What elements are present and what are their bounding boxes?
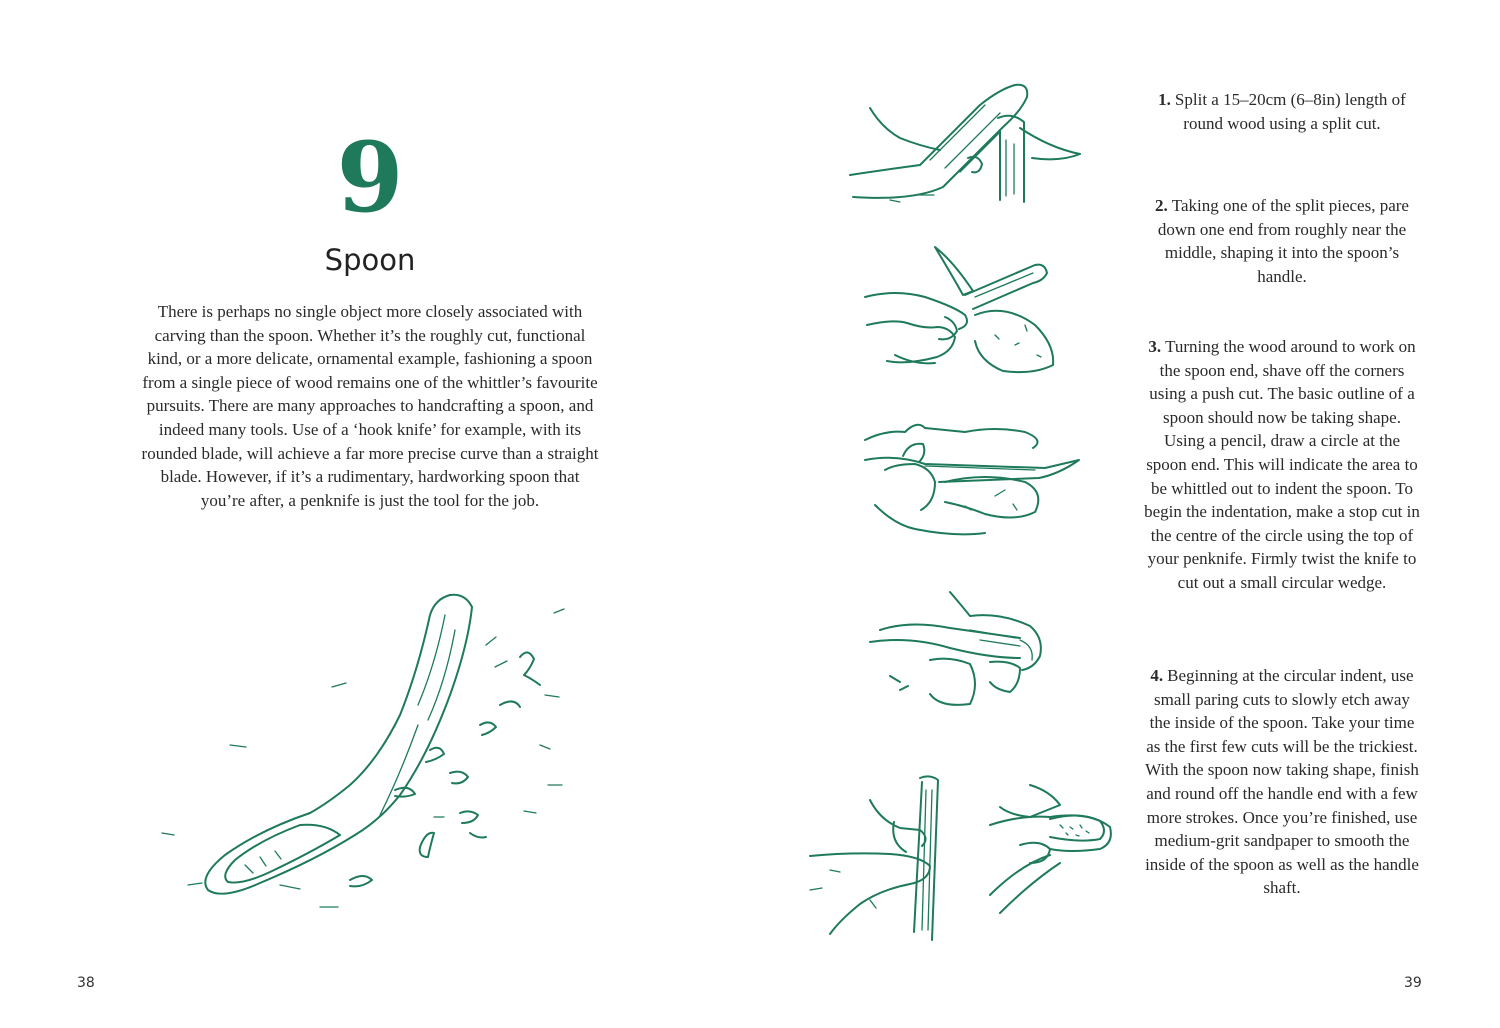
push-cut-illustration — [865, 410, 1090, 545]
step-2 — [1142, 194, 1422, 288]
right-page — [750, 0, 1500, 1028]
step-2-text: Taking one of the split pieces, pare down one end from roughly near the middle, shaping it into the spoon’s handle. — [1157, 196, 1409, 286]
split-cut-illustration — [850, 80, 1090, 210]
step-4-text: Beginning at the circular indent, use small paring cuts to slowly etch away the inside of the spoon. Take your time as the first few cuts will be the trickiest. With the spoon now taking shape, finish and round off the handle end with a few more strokes. Once you’re finished, use medium-grit sandpaper to smooth the inside of the spoon as well as the handle shaft. — [1145, 666, 1419, 898]
sanding-illustration — [990, 785, 1115, 915]
chapter-title: Spoon — [324, 243, 416, 277]
stop-cut-illustration — [870, 590, 1045, 705]
page-number-right: 39 — [1404, 975, 1422, 991]
step-3-text: Turning the wood around to work on the spoon end, shave off the corners using a push cut. The basic outline of a spoon should now be taking shape. Using a pencil, draw a circle at the spoon end. This will indicate the area to be whittled out to indent the spoon. To begin the indentation, make a stop cut in the centre of the circle using the top of your penknife. Firmly twist the knife to cut out a small circular wedge. — [1144, 337, 1420, 592]
step-2-number: 2. — [1155, 196, 1168, 215]
step-1-number: 1. — [1158, 90, 1171, 109]
step-4-number: 4. — [1150, 666, 1164, 685]
intro-paragraph: There is perhaps no single object more closely associated with carving than the spoon. Whether it’s the roughly cut, functional kind, or a more delicate, ornamental example, fashioning a spoon from a single piece of wood remains one of the whittler’s favourite pursuits. There are many approaches to handcrafting a spoon, and indeed many tools. Use of a ‘hook knife’ for example, with its rounded blade, will achieve a far more precise curve than a straight blade. However, if it’s a rudimentary, hardworking spoon that you’re after, a penknife is just the tool for the job. — [141, 302, 599, 510]
step-3-number: 3. — [1148, 337, 1162, 356]
step-1 — [1142, 88, 1422, 135]
step-4 — [1142, 664, 1422, 900]
paring-inside-illustration — [810, 770, 975, 940]
paring-handle-illustration — [865, 245, 1075, 380]
spoon-illustration — [150, 585, 590, 925]
step-1-text: Split a 15–20cm (6–8in) length of round wood using a split cut. — [1174, 90, 1406, 133]
chapter-number: 9 — [336, 121, 404, 234]
step-3 — [1142, 335, 1422, 595]
page-number-left: 38 — [77, 975, 95, 991]
